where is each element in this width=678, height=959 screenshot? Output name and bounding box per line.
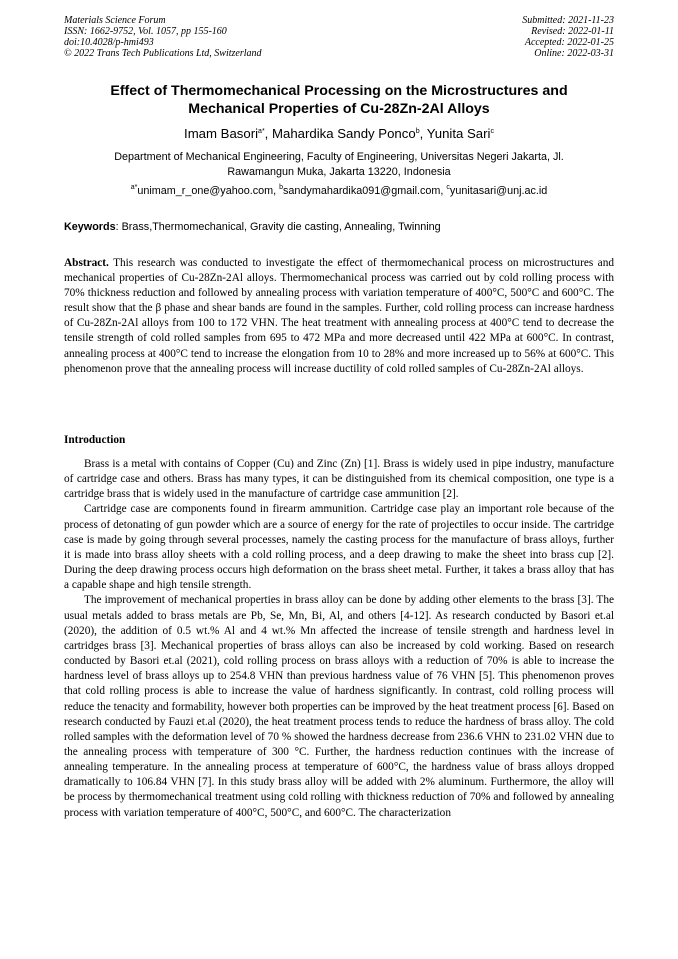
author-name: Yunita Sari bbox=[426, 126, 491, 141]
submitted-date: Submitted: 2021-11-23 bbox=[522, 15, 614, 26]
affiliation-line-1: Department of Mechanical Engineering, Faculty of Engineering, Universitas Negeri Jakarta, Jl. bbox=[114, 151, 564, 163]
author-marker: c bbox=[490, 128, 494, 135]
accepted-date: Accepted: 2022-01-25 bbox=[524, 37, 614, 48]
publication-dates bbox=[522, 15, 614, 59]
doi-line: doi:10.4028/p-hmi493 bbox=[64, 37, 154, 48]
copyright-line: © 2022 Trans Tech Publications Ltd, Switzerland bbox=[64, 48, 262, 59]
paper-title bbox=[64, 82, 614, 118]
introduction-heading: Introduction bbox=[64, 434, 126, 446]
author-marker: a* bbox=[258, 128, 265, 135]
abstract-label: Abstract. bbox=[64, 257, 109, 269]
email-marker: a* bbox=[130, 184, 138, 191]
body-paragraph: The improvement of mechanical properties in brass alloy can be done by adding other elements to the brass [3]. The usual metals added to brass metals are Pb, Se, Mn, Bi, Al, and others [4-12]. As research conducted by Basori et.al (2020), the addition of 0.5 wt.% Al and 4 wt.% Mn affected the increase of tensile strength and hardness level in cartridges brass [3]. Mechanical properties of brass alloys can also be increased by cold working. Based on research conducted by Basori et.al (2021), cold rolling process on brass alloys with a reduction of 70% is able to increase the hardness level of brass alloys up to 254.8 VHN than previous hardness value of 76 VHN [5]. This phenomenon proves that cold rolling process is able to increase the value of hardness significantly. In contrast, cold rolling process will reduce the tenacity and formability, however both properties can be improved by the heat treatment process [6]. Based on research conducted by Fauzi et.al (2020), the heat treatment process tends to reduce the hardness of brass alloy. The cold rolled samples with the deformation level of 70 % showed the hardness decrease from 236.6 VHN to 231.02 VHN due to the annealing process with temperature of 300 °C. Further, the hardness reduction continues with the increase of annealing temperature. In the annealing process at temperature of 600°C, the hardness value of brass alloys dropped dramatically to 106.84 VHN [7]. In this study brass alloy will be added with 2% aluminum. Furthermore, the alloy will be process by thermomechanical treatment using cold rolling with thickness reduction of 70% and followed by annealing process with variation temperature of 400°C, 500°C, and 600°C. The characterization bbox=[64, 594, 614, 819]
email-marker: c bbox=[446, 184, 450, 191]
keywords bbox=[64, 221, 614, 233]
email-address: unimam_r_one@yahoo.com bbox=[137, 185, 274, 197]
issn-line: ISSN: 1662-9752, Vol. 1057, pp 155-160 bbox=[64, 26, 227, 37]
author-list bbox=[64, 126, 614, 141]
author-separator: , bbox=[419, 126, 427, 141]
title-line-2: Mechanical Properties of Cu-28Zn-2Al Alloys bbox=[188, 101, 490, 117]
author-separator: , bbox=[264, 126, 272, 141]
body-paragraph: Cartridge case are components found in firearm ammunition. Cartridge case play an important role because of the process of detonating of gun powder which are a source of energy for the rate of projectiles to occur inside. The cartridge case is made by going through several processes, namely the casting process for the manufacture of brass alloys, further it is made into brass alloy sheets with a cold rolling process, and a deep drawing to make the sheet into brass cup [2]. During the deep drawing process occurs high deformation on the brass sheet metal. Further, it takes a brass alloy that has a capable shape and high tensile strength. bbox=[64, 503, 614, 592]
body-paragraph: Brass is a metal with contains of Copper (Cu) and Zinc (Zn) [1]. Brass is widely used in pipe industry, manufacture of cartridge case and others. Brass has many types, it can be distinguished from its chemical composition, one type is a cartridge brass that is widely used in the manufacture of cartridge case ammunition [2]. bbox=[64, 458, 614, 501]
revised-date: Revised: 2022-01-11 bbox=[531, 26, 614, 37]
affiliation bbox=[64, 150, 614, 180]
journal-info bbox=[64, 15, 262, 59]
author-emails bbox=[64, 185, 614, 197]
author-marker: b bbox=[415, 128, 420, 135]
email-marker: b bbox=[279, 184, 284, 191]
keywords-label: Keywords bbox=[64, 221, 116, 233]
affiliation-line-2: Rawamangun Muka, Jakarta 13220, Indonesia bbox=[227, 166, 451, 178]
keywords-text: : Brass,Thermomechanical, Gravity die casting, Annealing, Twinning bbox=[115, 221, 441, 233]
author-name: Mahardika Sandy Ponco bbox=[272, 126, 416, 141]
journal-name: Materials Science Forum bbox=[64, 15, 166, 26]
online-date: Online: 2022-03-31 bbox=[534, 48, 614, 59]
email-separator: , bbox=[273, 185, 280, 197]
email-address: yunitasari@unj.ac.id bbox=[449, 185, 548, 197]
title-line-1: Effect of Thermomechanical Processing on the Microstructures and bbox=[110, 83, 568, 99]
email-address: sandymahardika091@gmail.com bbox=[283, 185, 441, 197]
email-separator: , bbox=[440, 185, 447, 197]
abstract-text: This research was conducted to investigate the effect of thermomechanical process on microstructures and mechanical properties of Cu-28Zn-2Al alloys. Thermomechanical process was carried out by cold rolling process with 70% thickness reduction and followed by annealing process with variation temperature of 400°C, 500°C and 600°C. The result show that the β phase and shear bands are found in the samples. Further, cold rolling process can increase hardness of Cu-28Zn-2Al alloys from 100 to 172 VHN. The heat treatment with annealing process at 400°C tend to decrease the tensile strength of cold rolled samples from 695 to 472 MPa and more decreased until 422 MPa at 600°C. In contrast, annealing process at 400°C tend to increase the elongation from 10 to 28% and more increased up to 56% at 600°C. This phenomenon prove that the annealing process will increase ductility of cold rolled samples of Cu-28Zn-2Al alloys. bbox=[64, 257, 614, 375]
introduction-body bbox=[64, 457, 614, 821]
abstract bbox=[64, 256, 614, 377]
author-name: Imam Basori bbox=[184, 126, 259, 141]
